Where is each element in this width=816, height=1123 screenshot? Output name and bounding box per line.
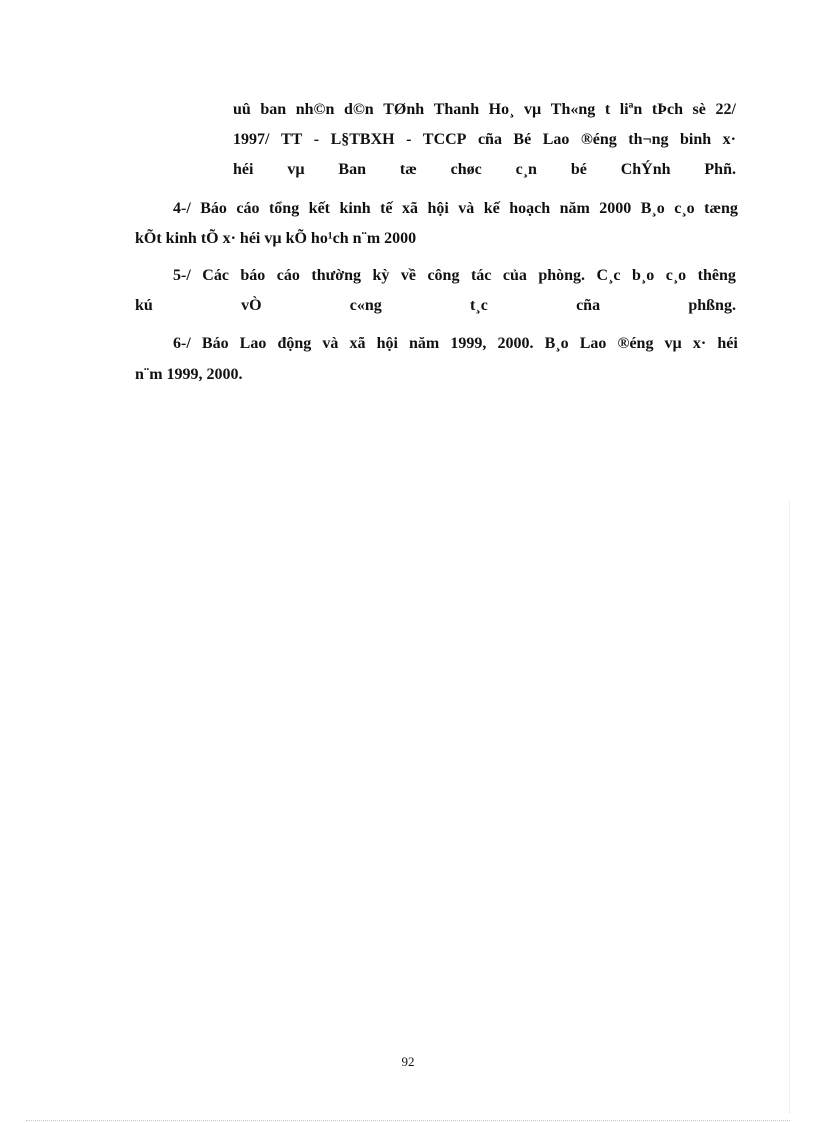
- item3-line-1: [233, 100, 736, 120]
- word: 2000.: [497, 335, 534, 352]
- page-right-border: [789, 500, 790, 1113]
- word: TCCP: [422, 131, 467, 148]
- word: thêng: [697, 267, 736, 284]
- word: về: [400, 267, 416, 284]
- word: phßng.: [688, 297, 736, 314]
- word: nh©n: [295, 101, 335, 118]
- word: c¸n: [515, 161, 537, 178]
- word: Th«ng: [550, 101, 596, 118]
- word: tổng: [268, 200, 300, 217]
- word: x·: [722, 131, 736, 148]
- word: 1999,: [450, 335, 487, 352]
- word: vÒ: [241, 297, 262, 314]
- word: động: [277, 335, 312, 352]
- word: uû: [233, 101, 251, 118]
- word: Ho¸: [488, 101, 515, 118]
- word: c«ng: [349, 297, 382, 314]
- word: c¸o: [674, 200, 695, 217]
- item3-line-3: [233, 160, 736, 180]
- word: Báo: [200, 200, 227, 217]
- page-bottom-border: [26, 1120, 790, 1121]
- word: kỳ: [372, 267, 390, 284]
- word: tæng: [704, 200, 738, 217]
- word: liªn: [619, 101, 643, 118]
- word: vµ: [664, 335, 682, 352]
- word: TT: [280, 131, 303, 148]
- word: cáo: [236, 200, 260, 217]
- word: tÞch: [651, 101, 683, 118]
- word: b¸o: [632, 267, 655, 284]
- item5-line-2: [135, 296, 736, 316]
- word: ®éng: [580, 131, 617, 148]
- word: cáo: [276, 267, 300, 284]
- word: hội: [427, 200, 449, 217]
- word: Báo: [201, 335, 229, 352]
- item6-line-2: n¨m 1999, 2000.: [135, 366, 243, 383]
- word: và: [458, 200, 475, 217]
- word: 6-/: [173, 335, 191, 352]
- word: Ban: [338, 161, 366, 178]
- word: 5-/: [173, 267, 191, 284]
- word: kinh: [339, 200, 371, 217]
- word: năm: [559, 200, 590, 217]
- word: cña: [477, 131, 502, 148]
- word: báo: [240, 267, 266, 284]
- item5-line-1: [173, 266, 736, 286]
- word: kú: [135, 297, 153, 314]
- word: x·: [692, 335, 707, 352]
- word: 1997/: [233, 131, 270, 148]
- word: và: [322, 335, 339, 352]
- word: bé: [570, 161, 587, 178]
- word: kế: [483, 200, 500, 217]
- word: binh: [680, 131, 712, 148]
- word: kết: [308, 200, 330, 217]
- word: sè: [692, 101, 706, 118]
- word: vµ: [524, 101, 542, 118]
- word: xã: [349, 335, 366, 352]
- word: t¸c: [470, 297, 488, 314]
- item4-line-1: [173, 199, 738, 219]
- word: 4-/: [173, 200, 191, 217]
- word: tác: [470, 267, 492, 284]
- word: -: [406, 131, 412, 148]
- word: -: [313, 131, 320, 148]
- word: c¸o: [665, 267, 687, 284]
- word: C¸c: [596, 267, 621, 284]
- word: Lao: [579, 335, 607, 352]
- word: cña: [576, 297, 601, 314]
- word: năm: [409, 335, 440, 352]
- word: d©n: [343, 101, 374, 118]
- word: TØnh: [383, 101, 425, 118]
- word: công: [427, 267, 460, 284]
- word: B¸o: [640, 200, 665, 217]
- word: Phñ.: [704, 161, 736, 178]
- word: vµ: [287, 161, 305, 178]
- word: héi: [717, 335, 738, 352]
- word: ®éng: [617, 335, 654, 352]
- word: Các: [202, 267, 229, 284]
- word: ban: [260, 101, 287, 118]
- item4-line-2: kÕt kinh tÕ x· héi vµ kÕ ho¹ch n¨m 2000: [135, 230, 417, 247]
- word: phòng.: [538, 267, 586, 284]
- item3-line-2: [233, 130, 736, 150]
- word: xã: [401, 200, 418, 217]
- word: tæ: [399, 161, 417, 178]
- word: 2000: [599, 200, 632, 217]
- word: thường: [311, 267, 361, 284]
- word: chøc: [450, 161, 482, 178]
- word: Lao: [239, 335, 267, 352]
- word: tế: [380, 200, 393, 217]
- word: của: [502, 267, 527, 284]
- item6-line-1: [173, 334, 738, 354]
- word: Bé: [513, 131, 532, 148]
- word: hoạch: [509, 200, 551, 217]
- word: t: [604, 101, 611, 118]
- word: th¬ng: [628, 131, 669, 148]
- word: ChÝnh: [620, 161, 671, 178]
- word: L§TBXH: [330, 131, 395, 148]
- word: B¸o: [544, 335, 569, 352]
- word: héi: [233, 161, 254, 178]
- word: Lao: [542, 131, 570, 148]
- word: Thanh: [433, 101, 480, 118]
- page-number: 92: [401, 1054, 415, 1069]
- word: hội: [376, 335, 398, 352]
- word: 22/: [715, 101, 736, 118]
